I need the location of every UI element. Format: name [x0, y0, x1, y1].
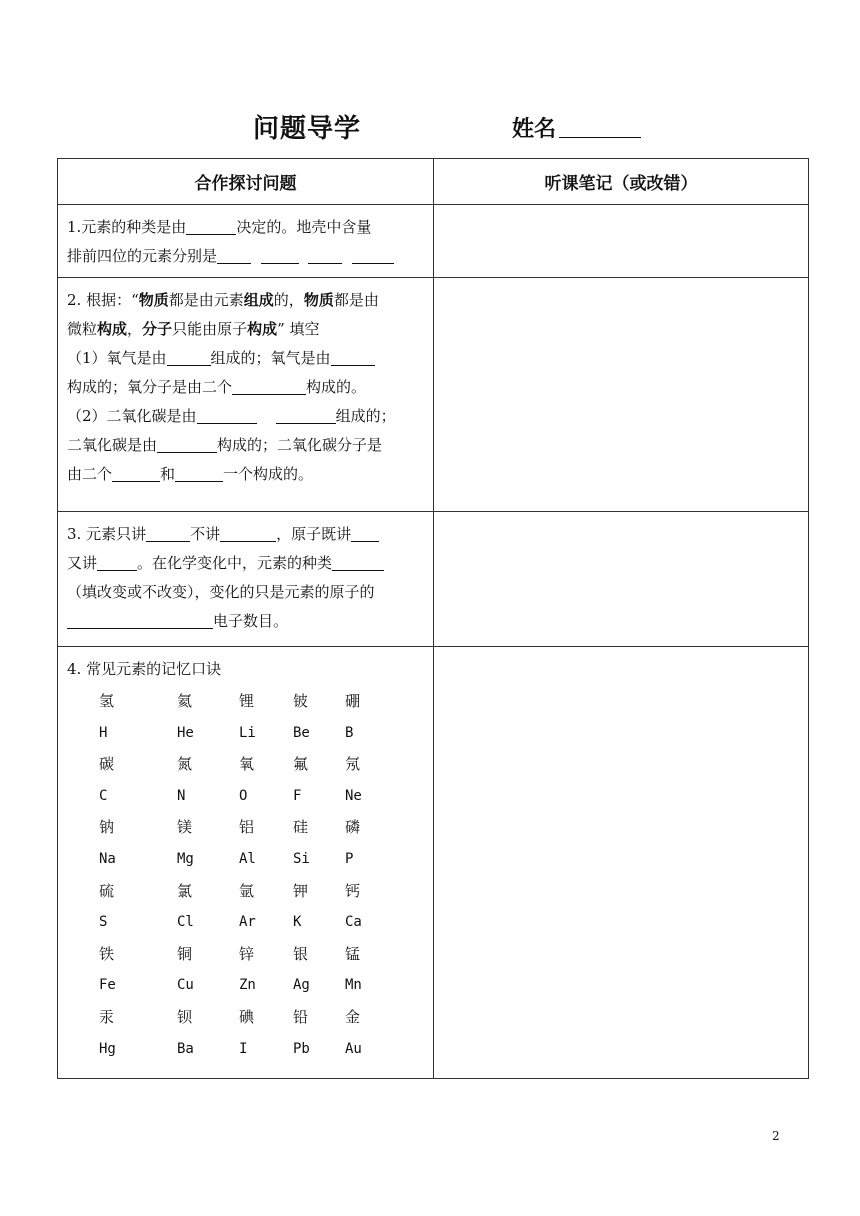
element-name: 金: [345, 1007, 361, 1026]
table-row-q1: [58, 205, 809, 278]
question-4-cell: [58, 647, 434, 1079]
element-symbol: B: [345, 724, 354, 741]
element-name: 铝: [239, 818, 255, 837]
element-symbol: Ne: [345, 787, 362, 804]
question-2-cell: [58, 278, 434, 512]
element-name-row: [99, 1002, 426, 1034]
answer-blank: [97, 552, 137, 571]
element-name-row: [99, 749, 426, 781]
element-symbol: Au: [345, 1040, 362, 1057]
element-symbol: Be: [293, 724, 310, 741]
notes-cell-q2: [434, 278, 809, 512]
element-symbol: N: [177, 787, 186, 804]
column-header-questions: 合作探讨问题: [58, 159, 434, 205]
element-name: 碘: [239, 1007, 255, 1026]
worksheet-table: [57, 158, 809, 1079]
q2-line-2: 微粒构成，分子只能由原子构成” 填空: [67, 320, 320, 338]
q1-line-2: 排前四位的元素分别是: [67, 242, 426, 271]
answer-blank: [351, 523, 379, 542]
element-symbol: Hg: [99, 1040, 116, 1057]
element-name: 锰: [345, 944, 361, 963]
element-symbol: Mn: [345, 977, 362, 994]
table-header-row: [58, 159, 809, 205]
element-symbol: Ag: [293, 977, 310, 994]
answer-blank: [167, 347, 211, 366]
element-symbol: Ar: [239, 914, 256, 931]
element-name-row: [99, 939, 426, 971]
element-symbol-row: [99, 844, 426, 876]
element-name: 氖: [345, 755, 361, 774]
element-symbol-row: [99, 970, 426, 1002]
element-symbol: S: [99, 914, 108, 931]
answer-blank: [157, 434, 217, 453]
element-symbol: H: [99, 724, 108, 741]
element-name: 硅: [293, 818, 309, 837]
element-symbol: Zn: [239, 977, 256, 994]
table-row-q3: [58, 512, 809, 647]
answer-blank: [308, 245, 342, 264]
element-symbol-row: [99, 1034, 426, 1066]
q3-line-1: 3. 元素只讲 不讲 ，原子既讲: [67, 520, 426, 549]
name-label: 姓名: [512, 117, 557, 142]
element-symbol: K: [293, 914, 302, 931]
element-name: 汞: [99, 1007, 115, 1026]
element-name-row: [99, 876, 426, 908]
element-grid: [99, 686, 426, 1065]
q2-line-1: 2. 根据：“物质都是由元素组成的，物质都是由: [67, 291, 379, 309]
notes-cell-q3: [434, 512, 809, 647]
element-symbol: F: [293, 787, 302, 804]
element-name: 磷: [345, 818, 361, 837]
element-name: 氮: [177, 755, 193, 774]
element-name: 硫: [99, 881, 115, 900]
q3-line-4: 电子数目。: [67, 607, 426, 636]
element-symbol: Li: [239, 724, 256, 741]
name-blank-line: [559, 137, 641, 138]
q2-line-6: 二氧化碳是由 构成的；二氧化碳分子是: [67, 436, 383, 454]
element-symbol-row: [99, 907, 426, 939]
answer-blank: [352, 245, 394, 264]
element-symbol-row: [99, 781, 426, 813]
column-header-notes: 听课笔记（或改错）: [434, 159, 809, 205]
q2-line-4: 构成的；氧分子是由二个 构成的。: [67, 378, 367, 396]
answer-blank: [175, 463, 223, 482]
element-name: 银: [293, 944, 309, 963]
answer-blank: [261, 245, 299, 264]
element-symbol: Fe: [99, 977, 116, 994]
element-name: 氧: [239, 755, 255, 774]
question-3-cell: [58, 512, 434, 647]
answer-blank: [331, 347, 375, 366]
element-name: 氟: [293, 755, 309, 774]
table-row-q4: [58, 647, 809, 1079]
element-name: 钾: [293, 881, 309, 900]
element-name: 铍: [293, 692, 309, 710]
answer-blank: [67, 610, 213, 629]
element-symbol: Si: [293, 850, 310, 867]
element-name: 氦: [177, 692, 193, 710]
element-name: 氯: [177, 881, 193, 900]
element-symbol: Ca: [345, 914, 362, 931]
element-name: 锂: [239, 692, 255, 710]
notes-cell-q1: [434, 205, 809, 278]
element-symbol: Pb: [293, 1040, 310, 1057]
q3-line-3: （填改变或不改变），变化的只是元素的原子的: [67, 583, 375, 601]
element-symbol: C: [99, 787, 108, 804]
q2-line-3: （1）氧气是由 组成的；氧气是由: [67, 344, 426, 373]
element-name: 锌: [239, 944, 255, 963]
element-symbol: Al: [239, 850, 256, 867]
element-symbol: Ba: [177, 1040, 194, 1057]
element-symbol: Na: [99, 850, 116, 867]
page-title: 问题导学: [253, 114, 362, 144]
table-row-q2: [58, 278, 809, 512]
element-symbol: I: [239, 1040, 248, 1057]
q3-line-2: 又讲 。在化学变化中，元素的种类: [67, 549, 426, 578]
element-name-row: [99, 812, 426, 844]
q4-title: 4. 常见元素的记忆口诀: [67, 660, 222, 678]
element-symbol: Cu: [177, 977, 194, 994]
element-name: 氢: [99, 692, 115, 710]
element-name: 氩: [239, 881, 255, 900]
notes-cell-q4: [434, 647, 809, 1079]
answer-blank: [217, 245, 251, 264]
q1-line-1: 1.元素的种类是由 决定的。地壳中含量: [67, 218, 372, 236]
element-name: 钠: [99, 818, 115, 837]
element-name: 钡: [177, 1007, 193, 1026]
answer-blank: [276, 405, 336, 424]
question-1-cell: [58, 205, 434, 278]
element-name: 铅: [293, 1007, 309, 1026]
element-name: 钙: [345, 881, 361, 900]
q2-line-5: （2）二氧化碳是由 组成的；: [67, 407, 396, 425]
answer-blank: [112, 463, 160, 482]
element-name-row: [99, 686, 426, 718]
element-symbol: He: [177, 724, 194, 741]
element-name: 铜: [177, 944, 193, 963]
element-symbol: O: [239, 787, 248, 804]
answer-blank: [186, 216, 236, 235]
element-name: 硼: [345, 692, 361, 710]
answer-blank: [220, 523, 276, 542]
element-symbol: Cl: [177, 914, 194, 931]
element-symbol-row: [99, 718, 426, 750]
q2-line-7: 由二个 和 一个构成的。: [67, 465, 314, 483]
element-name: 镁: [177, 818, 193, 837]
element-symbol: P: [345, 850, 354, 867]
answer-blank: [197, 405, 257, 424]
element-name: 铁: [99, 944, 115, 963]
element-name: 碳: [99, 755, 115, 774]
answer-blank: [146, 523, 190, 542]
page-number: 2: [772, 1129, 780, 1143]
element-symbol: Mg: [177, 850, 194, 867]
answer-blank: [332, 552, 384, 571]
answer-blank: [232, 376, 306, 395]
